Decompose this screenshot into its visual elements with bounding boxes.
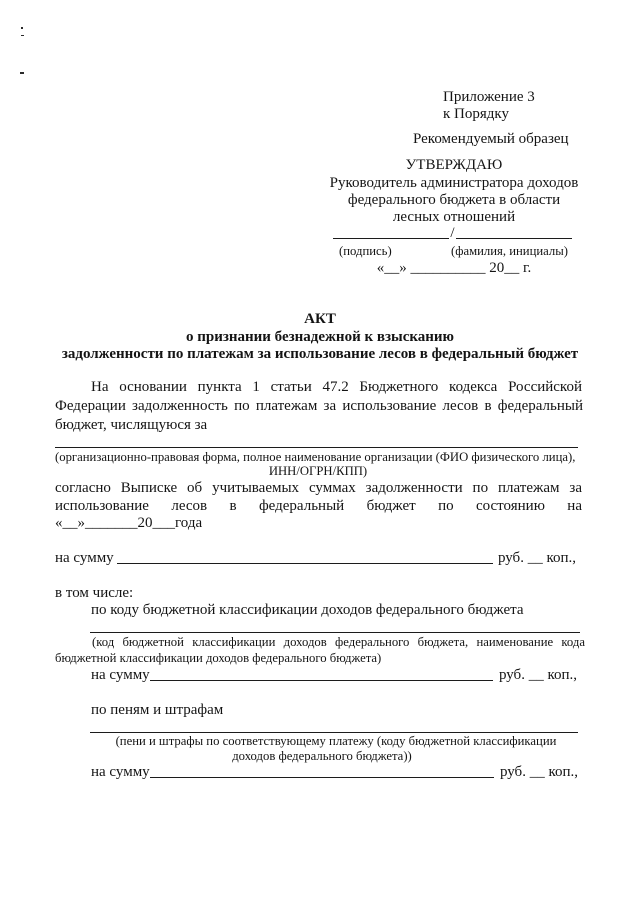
budget-code-caption: бюджетной классификации доходов федерального бюджета) — [55, 651, 382, 665]
document-type: АКТ — [304, 311, 336, 327]
approver-position-line: лесных отношений — [392, 209, 516, 225]
name-caption: (фамилия, инициалы) — [451, 244, 568, 258]
total-amount-blank — [117, 563, 493, 564]
penalties-amount-blank — [150, 777, 494, 778]
basis-line: Федерации задолженность по платежам за использование лесов в федеральный — [55, 398, 583, 414]
approver-position-line: федерального бюджета в области — [347, 192, 561, 208]
budget-code-blank-line — [90, 632, 580, 633]
signature-separator: / — [450, 225, 455, 241]
basis-line: На основании пункта 1 статьи 47.2 Бюджетного кодекса Российской — [91, 379, 582, 395]
statement-line: согласно Выписке об учитываемых суммах задолженности по платежам за — [55, 480, 582, 496]
signature-caption: (подпись) — [339, 244, 392, 258]
total-amount-row — [55, 551, 576, 566]
debtor-caption: (организационно-правовая форма, полное наименование организации (ФИО физического лица), — [55, 450, 576, 464]
debtor-caption: ИНН/ОГРН/КПП) — [268, 464, 368, 478]
budget-code-amount-label: на сумму — [91, 667, 150, 683]
appendix-number: Приложение 3 — [443, 89, 535, 105]
penalties-heading: по пеням и штрафам — [91, 702, 224, 718]
approval-date: «__» __________ 20__ г. — [376, 260, 532, 276]
penalties-amount-currency: руб. __ коп., — [499, 764, 578, 780]
debtor-blank-line — [55, 447, 578, 448]
including-label: в том числе: — [55, 585, 134, 601]
title-line: о признании безнадежной к взысканию — [185, 329, 455, 345]
budget-code-amount-row — [91, 668, 577, 683]
penalties-caption: (пени и штрафы по соответствующему платежу (коду бюджетной классификации — [115, 734, 557, 748]
budget-code-heading: по коду бюджетной классификации доходов федерального бюджета — [91, 602, 524, 618]
basis-line: бюджет, числящуюся за — [55, 417, 208, 433]
scan-mark — [21, 35, 24, 36]
penalties-amount-label: на сумму — [91, 764, 150, 780]
signature-line — [333, 226, 572, 241]
scan-mark — [20, 72, 24, 74]
signature-blank — [333, 238, 449, 239]
statement-date: «__»_______20___года — [55, 515, 203, 531]
penalties-caption: доходов федерального бюджета)) — [232, 749, 412, 763]
approver-position-line: Руководитель администратора доходов — [329, 175, 579, 191]
budget-code-caption: (код бюджетной классификации доходов федерального бюджета, наименование кода — [92, 635, 585, 649]
title-line: задолженности по платежам за использование лесов в федеральный бюджет — [61, 346, 579, 362]
penalties-blank-line — [90, 732, 578, 733]
name-blank — [456, 238, 572, 239]
budget-code-amount-blank — [150, 680, 493, 681]
total-amount-currency: руб. __ коп., — [497, 550, 576, 566]
scan-mark — [21, 27, 23, 29]
appendix-reference: к Порядку — [443, 106, 509, 122]
statement-line: использование лесов в федеральный бюджет по состоянию на — [55, 498, 582, 514]
penalties-amount-row — [91, 765, 578, 780]
approval-title: УТВЕРЖДАЮ — [405, 157, 503, 173]
total-amount-label: на сумму — [55, 550, 114, 566]
budget-code-amount-currency: руб. __ коп., — [498, 667, 577, 683]
sample-note: Рекомендуемый образец — [413, 131, 569, 147]
